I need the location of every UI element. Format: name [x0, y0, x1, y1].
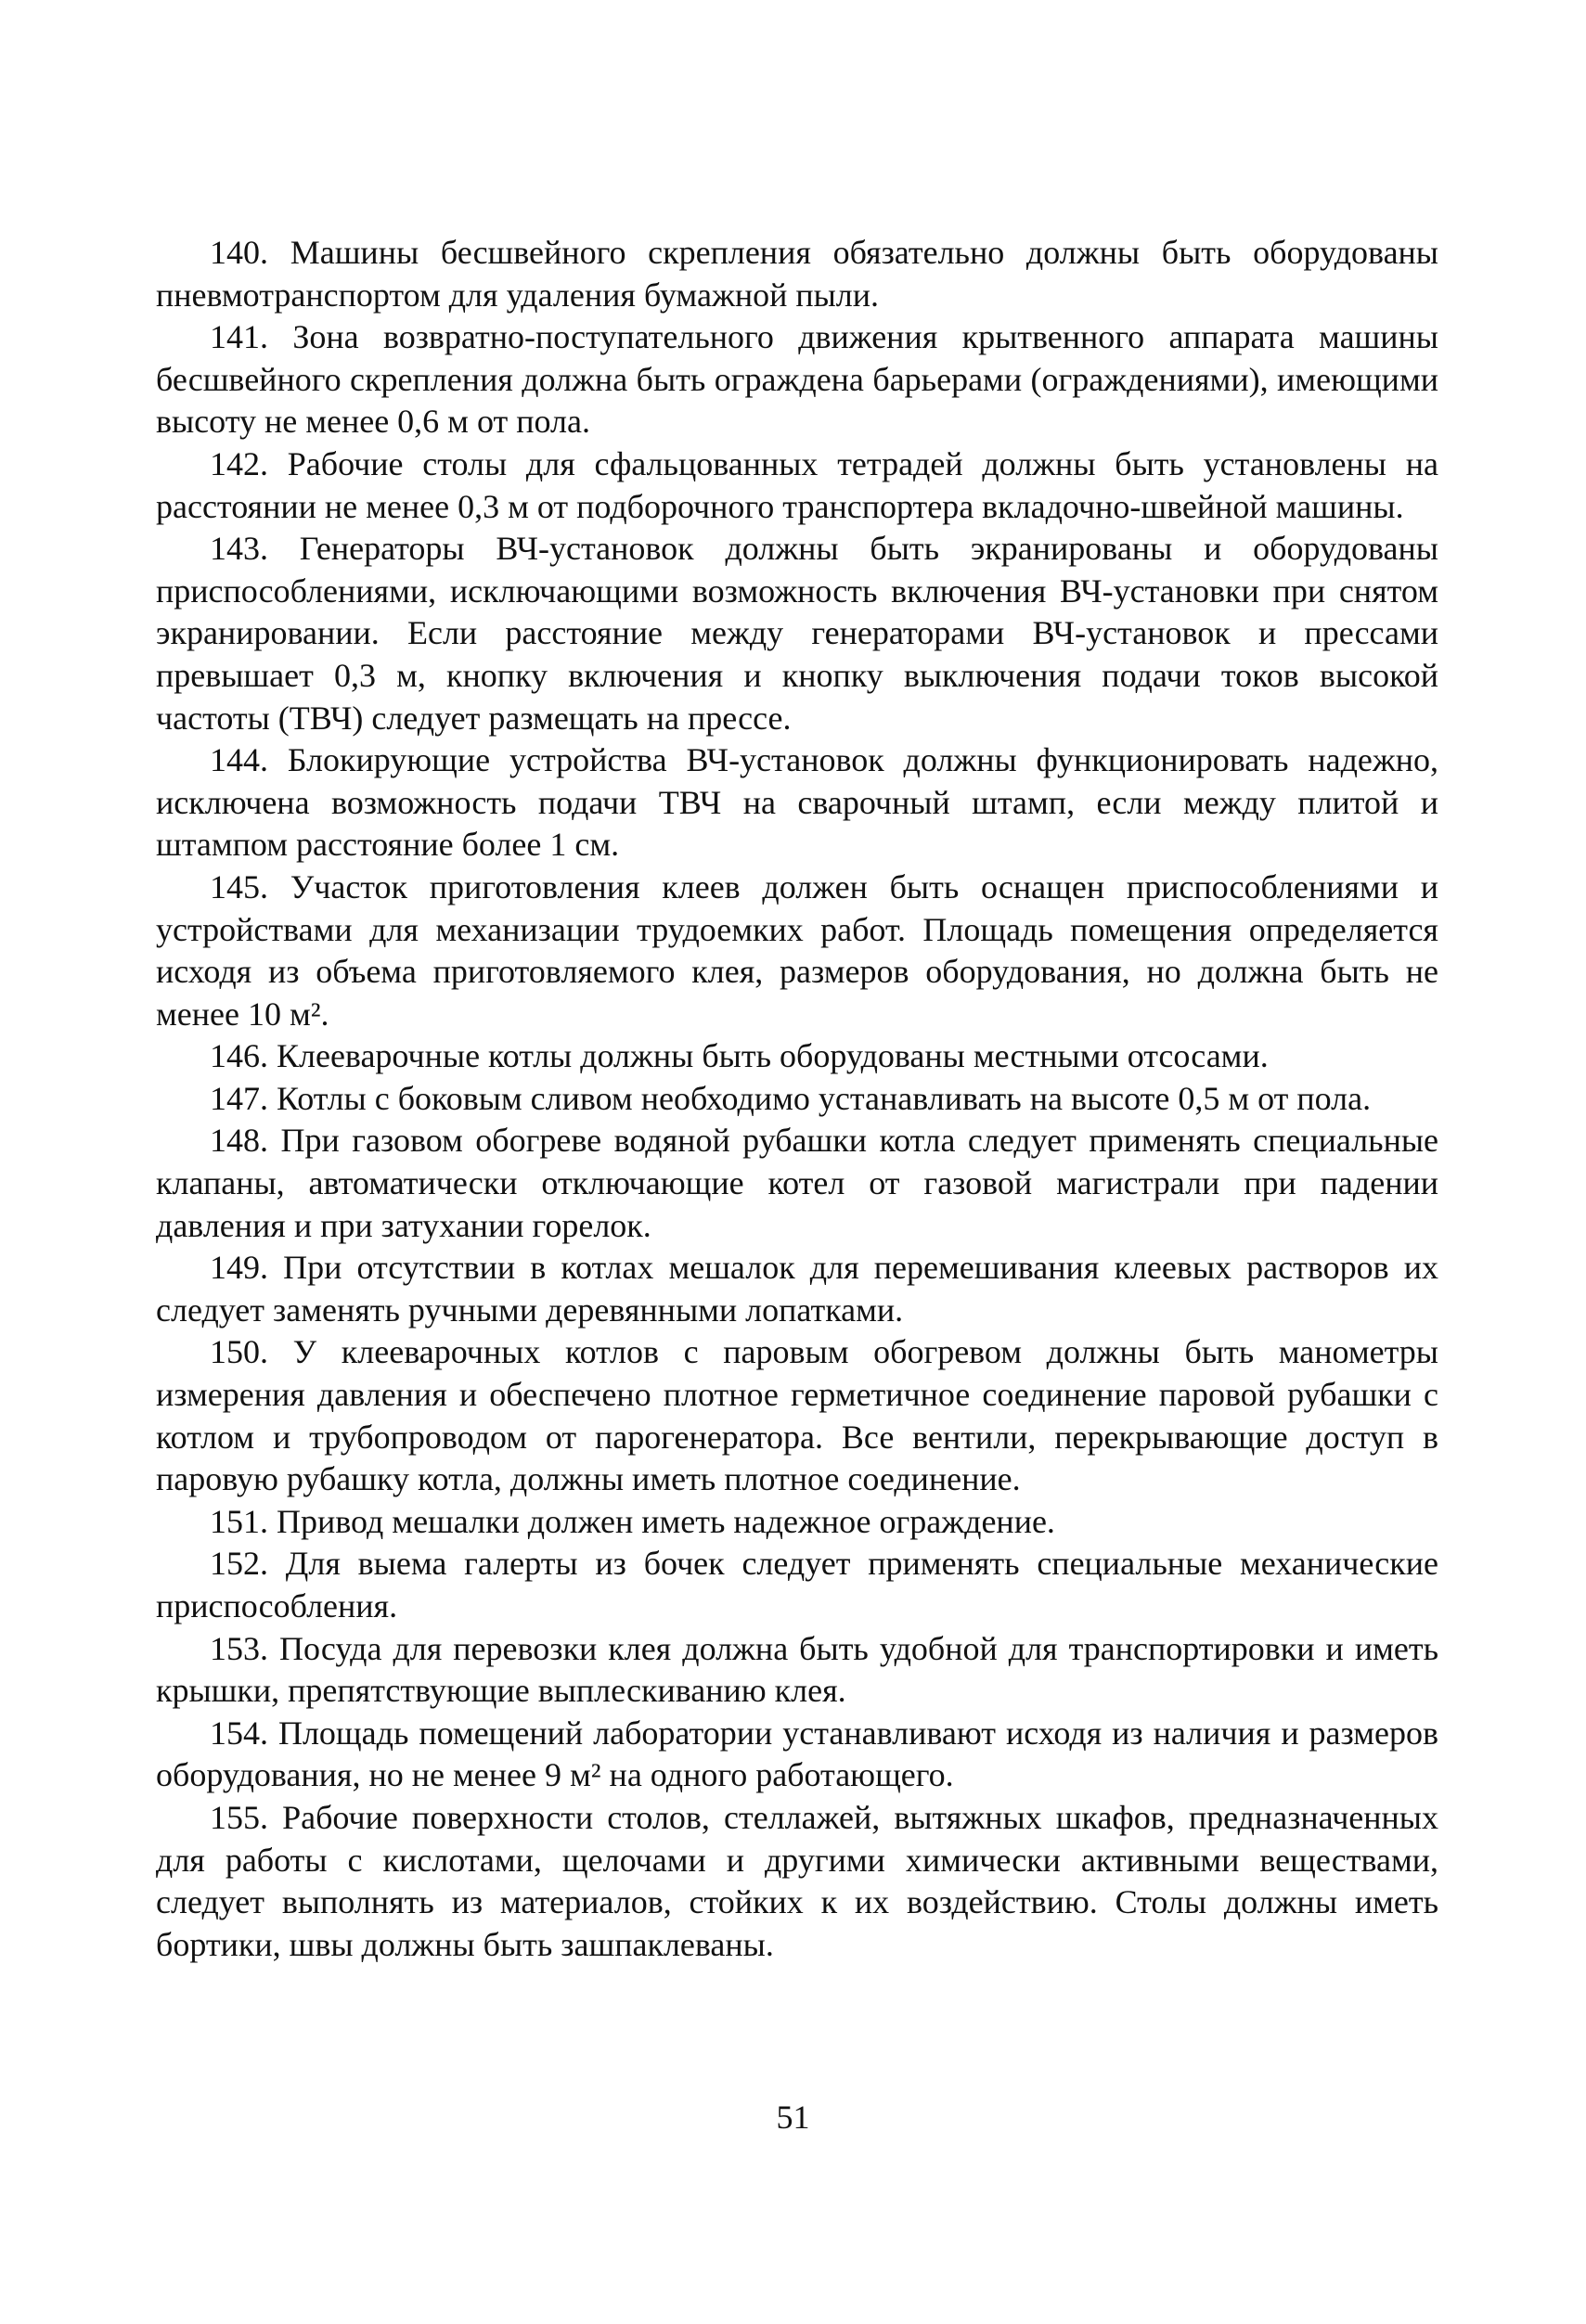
paragraph-141: 141. Зона возвратно-поступательного движения крытвенного аппарата машины бесшвейного скрепления должна быть ограждена барьерами (ограждениями), имеющими высоту не менее 0,6 м от пола. [156, 318, 1438, 441]
paragraph-153: 153. Посуда для перевозки клея должна быть удобной для транспортировки и иметь крышки, препятствующие выплескиванию клея. [156, 1629, 1438, 1710]
paragraph-154: 154. Площадь помещений лаборатории устанавливают исходя из наличия и размеров оборудования, но не менее 9 м² на одного работающего. [156, 1714, 1438, 1794]
paragraph-146: 146. Клееварочные котлы должны быть оборудованы местными отсосами. [210, 1037, 1269, 1075]
paragraph-152: 152. Для выема галерты из бочек следует применять специальные механические приспособления. [156, 1545, 1438, 1624]
paragraph-144: 144. Блокирующие устройства ВЧ-установок должны функционировать надежно, исключена возможность подачи ТВЧ на сварочный штамп, если между плитой и штампом расстояние более 1 см. [156, 741, 1438, 864]
page-number: 51 [776, 2099, 810, 2136]
paragraph-150: 150. У клееварочных котлов с паровым обогревом должны быть манометры измерения давления и обеспечено плотное герметичное соединение паровой рубашки с котлом и трубопроводом от парогенератора. Все вентили, перекрывающие доступ в паровую рубашку котла, должны иметь плотное соединение. [156, 1333, 1438, 1498]
paragraph-149: 149. При отсутствии в котлах мешалок для перемешивания клеевых растворов их следует заменять ручными деревянными лопатками. [156, 1249, 1438, 1329]
paragraph-147: 147. Котлы с боковым сливом необходимо устанавливать на высоте 0,5 м от пола. [210, 1079, 1372, 1117]
paragraph-142: 142. Рабочие столы для сфальцованных тетрадей должны быть установлены на расстоянии не менее 0,3 м от подборочного транспортера вкладочно-швейной машины. [156, 444, 1438, 525]
paragraph-140: 140. Машины бесшвейного скрепления обязательно должны быть оборудованы пневмотранспортом для удаления бумажной пыли. [156, 234, 1438, 314]
document-body [156, 232, 1438, 1966]
paragraph-148: 148. При газовом обогреве водяной рубашки котла следует применять специальные клапаны, автоматически отключающие котел от газовой магистрали при падении давления и при затухании горелок. [156, 1122, 1438, 1244]
paragraph-151: 151. Привод мешалки должен иметь надежное ограждение. [210, 1502, 1055, 1540]
paragraph-143: 143. Генераторы ВЧ-установок должны быть экранированы и оборудованы приспособлениями, исключающими возможность включения ВЧ-установки при снятом экранировании. Если расстояние между генераторами ВЧ-установок и прессами превышает 0,3 м, кнопку включения и кнопку выключения подачи токов высокой частоты (ТВЧ) следует размещать на прессе. [156, 530, 1438, 737]
paragraph-145: 145. Участок приготовления клеев должен быть оснащен приспособлениями и устройствами для механизации трудоемких работ. Площадь помещения определяется исходя из объема приготовляемого клея, размеров оборудования, но должна быть не менее 10 м². [156, 867, 1438, 1033]
paragraph-155: 155. Рабочие поверхности столов, стеллажей, вытяжных шкафов, предназначенных для работы с кислотами, щелочами и другими химически активными веществами, следует выполнять из материалов, стойких к их воздействию. Столы должны иметь бортики, швы должны быть зашпаклеваны. [156, 1798, 1438, 1963]
